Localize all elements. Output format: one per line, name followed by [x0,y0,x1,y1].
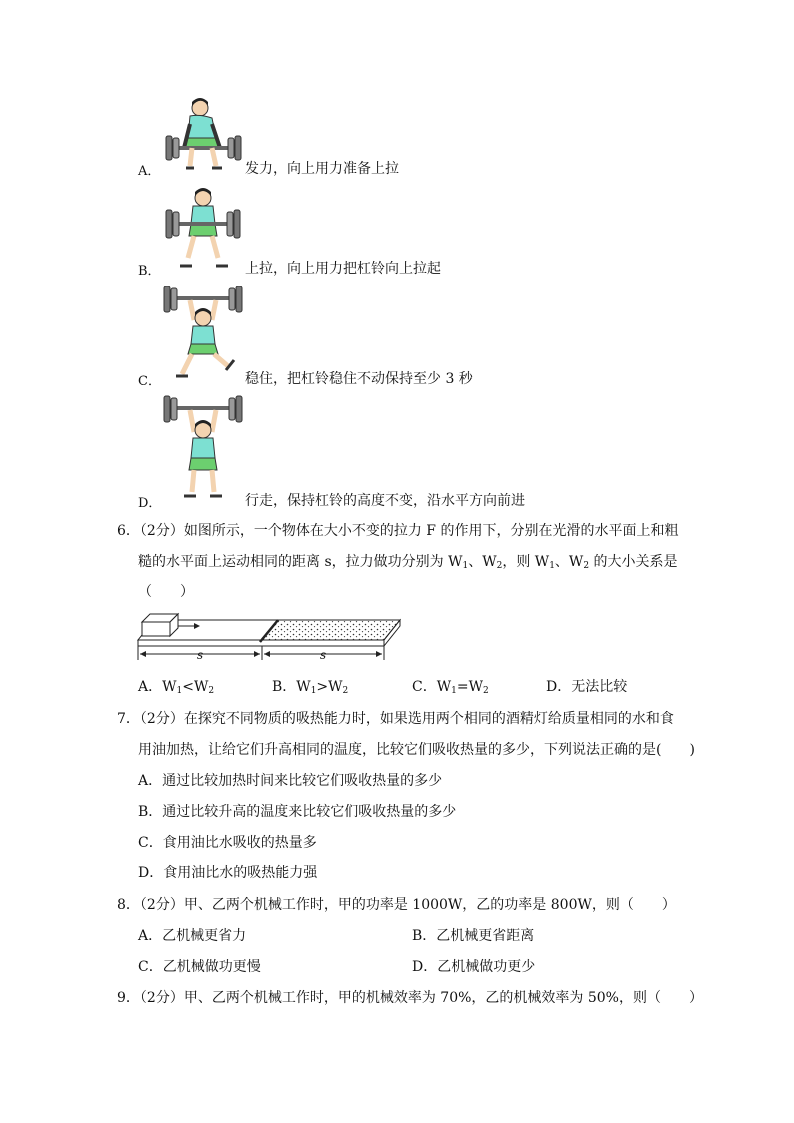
option-c[interactable]: C．乙机械做功更慢 [138,959,261,975]
option-d[interactable]: D．无法比较 [546,679,628,695]
option-text: >W [316,679,343,695]
distance-label: s [320,648,327,662]
weightlifter-overhead-walk-icon [160,394,246,502]
option-text: B．W [272,679,311,695]
subscript: 1 [176,686,183,696]
question-text: ，则 W [502,554,550,570]
question-6-line1 [117,520,678,540]
option-label: C． [138,374,161,389]
question-7-line1 [117,708,674,728]
weightlifter-bent-lift-icon [160,96,246,172]
option-b[interactable]: B．乙机械更省距离 [412,928,535,944]
option-b[interactable]: B．通过比较升高的温度来比较它们吸收热量的多少 [138,804,457,820]
subscript: 1 [462,561,469,571]
option-c[interactable] [412,676,489,696]
question-number: 6． [117,523,140,539]
option-a[interactable]: A．乙机械更省力 [138,928,247,944]
question-text: 甲、乙两个机械工作时，甲的机械效率为 70%，乙的机械效率为 50%，则（ ） [183,990,703,1006]
question-number: 9． [117,990,140,1006]
subscript: 2 [482,686,489,696]
option-d[interactable]: D．食用油比水的吸热能力强 [138,865,318,881]
option-text: A．W [138,679,177,695]
weightlifter-overhead-lunge-icon [160,286,246,382]
subscript: 2 [208,686,215,696]
question-text: 的大小关系是 [589,554,678,570]
option-label: B． [138,264,161,279]
subscript: 2 [496,561,503,571]
option-text: 稳住，把杠铃稳住不动保持至少 3 秒 [245,371,473,387]
subscript: 2 [583,561,590,571]
option-label: D． [138,496,162,511]
option-text: 上拉，向上用力把杠铃向上拉起 [245,261,441,277]
question-score: （2分） [139,523,184,539]
subscript: 2 [342,686,349,696]
option-c[interactable]: C．食用油比水吸收的热量多 [138,835,317,851]
option-text: 发力，向上用力准备上拉 [245,161,399,177]
option-text: <W [182,679,209,695]
question-score: （2分） [139,711,184,727]
subscript: 1 [549,561,555,571]
question-text: 在探究不同物质的吸热能力时，如果选用两个相同的酒精灯给质量相同的水和食 [183,711,674,727]
option-b[interactable] [272,676,348,696]
question-text: 、W [468,554,497,570]
option-text: 行走，保持杠铃的高度不变，沿水平方向前进 [245,493,525,509]
distance-label: s [197,648,204,662]
question-text: 甲、乙两个机械工作时，甲的功率是 1000W，乙的功率是 800W，则（ ） [183,897,676,913]
option-a[interactable] [138,676,214,696]
surface-diagram [136,608,402,666]
option-a[interactable]: A．通过比较加热时间来比较它们吸收热量的多少 [138,773,443,789]
option-text: C．W [412,679,452,695]
subscript: 1 [451,686,457,696]
answer-paren: （ ） [138,584,194,600]
question-text: 糙的水平面上运动相同的距离 s，拉力做功分别为 W [138,554,463,570]
weightlifter-pull-icon [160,188,246,272]
question-7-line2: 用油加热，让给它们升高相同的温度，比较它们吸收热量的多少，下列说法正确的是( ) [138,742,695,758]
question-text: 、W [554,554,584,570]
question-score: （2分） [139,897,184,913]
question-number: 7． [117,711,140,727]
question-6-line2 [138,551,678,571]
question-text: 如图所示，一个物体在大小不变的拉力 F 的作用下，分别在光滑的水平面上和粗 [183,523,679,539]
option-d[interactable]: D．乙机械做功更少 [412,959,536,975]
option-label: A． [138,164,161,179]
subscript: 1 [310,686,317,696]
question-number: 8． [117,897,140,913]
question-8-line [117,894,676,914]
question-9-line [117,987,703,1007]
option-text: =W [456,679,483,695]
question-score: （2分） [139,990,184,1006]
